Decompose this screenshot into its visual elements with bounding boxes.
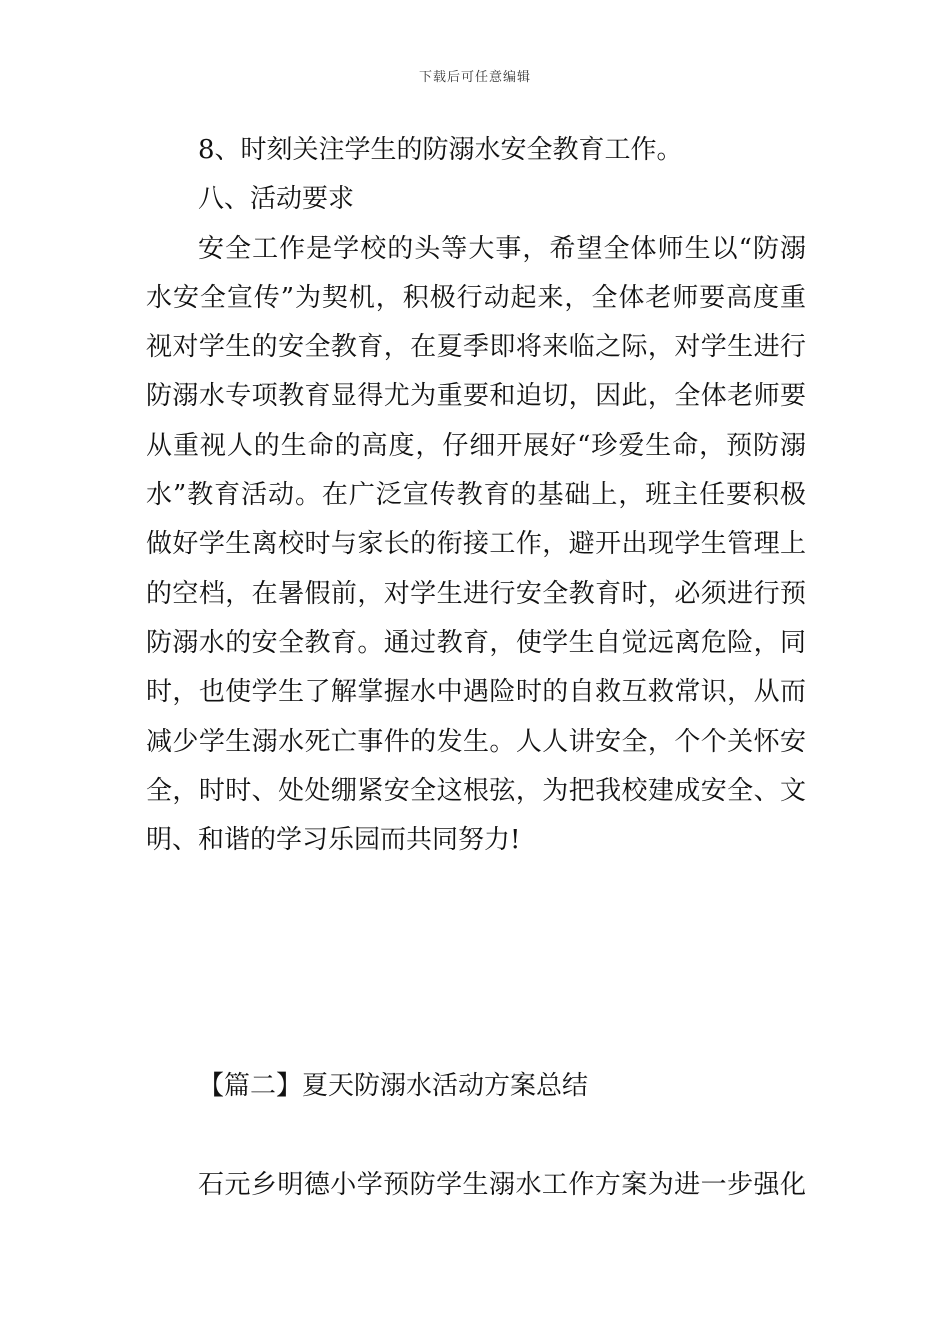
paragraph-line: 水安全宣传”为契机，积极行动起来，全体老师要高度重 <box>146 282 806 313</box>
item-8: 8、时刻关注学生的防溺水安全教育工作。 <box>198 135 683 165</box>
paragraph-line: 全，时时、处处绷紧安全这根弦，为把我校建成安全、文 <box>146 775 806 806</box>
paragraph-line: 从重视人的生命的高度，仔细开展好“珍爱生命，预防溺 <box>146 430 806 461</box>
paragraph-line: 减少学生溺水死亡事件的发生。人人讲安全，个个关怀安 <box>146 726 806 757</box>
page-header: 下载后可任意编辑 <box>418 70 531 85</box>
paragraph-line: 水”教育活动。在广泛宣传教育的基础上，班主任要积极 <box>146 480 806 511</box>
paragraph-line: 时，也使学生了解掌握水中遇险时的自救互救常识，从而 <box>146 677 806 708</box>
part2-title: 【篇二】夏天防溺水活动方案总结 <box>198 1071 589 1102</box>
requirements-paragraph <box>146 225 806 866</box>
paragraph-line: 的空档，在暑假前，对学生进行安全教育时，必须进行预 <box>146 578 806 609</box>
paragraph-line: 视对学生的安全教育，在夏季即将来临之际，对学生进行 <box>146 332 806 363</box>
blank-space <box>146 1112 806 1161</box>
blank-space <box>146 865 806 1062</box>
paragraph-line: 防溺水的安全教育。通过教育，使学生自觉远离危险，同 <box>146 627 806 658</box>
document-body <box>146 126 806 1210</box>
paragraph-line: 安全工作是学校的头等大事，希望全体师生以“防溺 <box>198 233 806 264</box>
paragraph-line: 做好学生离校时与家长的衔接工作，避开出现学生管理上 <box>146 529 806 560</box>
paragraph-line: 明、和谐的学习乐园而共同努力! <box>146 825 521 856</box>
section-heading: 八、活动要求 <box>198 184 355 215</box>
paragraph-line: 防溺水专项教育显得尤为重要和迫切，因此，全体老师要 <box>146 381 806 412</box>
part2-first-line: 石元乡明德小学预防学生溺水工作方案为进一步强化 <box>198 1169 806 1200</box>
